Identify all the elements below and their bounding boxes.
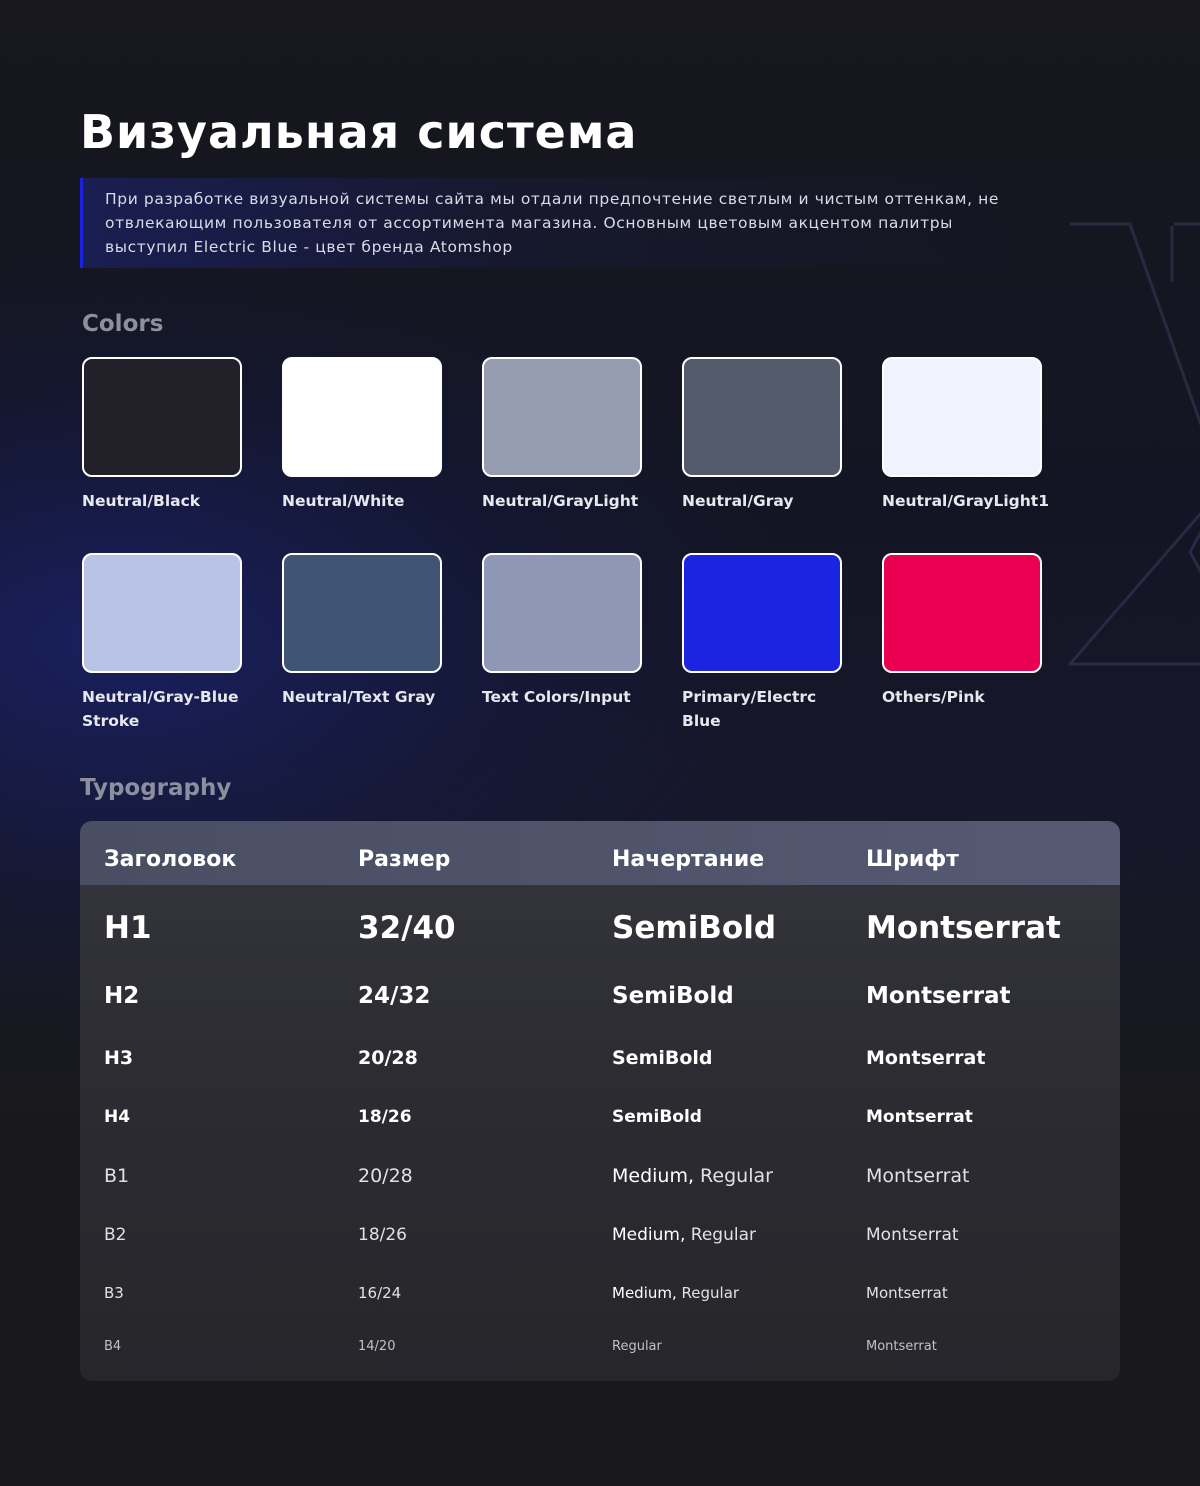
row-weight bbox=[612, 1165, 773, 1187]
color-label: Neutral/GrayLight bbox=[482, 492, 639, 510]
row-font: Montserrat bbox=[866, 1165, 970, 1187]
weight-extra: Regular bbox=[676, 1284, 740, 1302]
row-font: Montserrat bbox=[866, 1284, 948, 1302]
typography-table bbox=[80, 821, 1120, 1381]
weight-main: SemiBold bbox=[612, 910, 777, 946]
weight-extra: Regular bbox=[685, 1225, 756, 1245]
row-weight bbox=[612, 910, 776, 946]
page-title: Визуальная система bbox=[80, 105, 638, 159]
row-font: Montserrat bbox=[866, 1225, 959, 1245]
color-chip bbox=[282, 357, 442, 477]
intro-text: При разработке визуальной системы сайта мы отдали предпочтение светлым и чистым оттенкам, не отвлекающим пользователя от ассортимента магазина. Основным цветовым акцентом палитры выступил Electric Blue - цвет бренда Atomshop bbox=[80, 178, 1060, 268]
row-font: Montserrat bbox=[866, 1339, 937, 1354]
weight-extra: Regular bbox=[694, 1165, 773, 1187]
column-header: Размер bbox=[358, 847, 451, 872]
row-font: Montserrat bbox=[866, 983, 1011, 1009]
row-size: 16/24 bbox=[358, 1284, 402, 1302]
weight-main: SemiBold bbox=[612, 983, 734, 1009]
column-header: Шрифт bbox=[866, 847, 959, 872]
color-swatch-neutral-white bbox=[282, 357, 452, 513]
color-label: Neutral/Gray-Blue Stroke bbox=[82, 688, 239, 730]
weight-main: Medium, bbox=[612, 1284, 677, 1302]
color-swatch-neutral-graylight bbox=[482, 357, 652, 513]
weight-main: SemiBold bbox=[612, 1047, 713, 1069]
weight-main: Medium, bbox=[612, 1225, 686, 1245]
weight-main: Medium, bbox=[612, 1165, 695, 1187]
color-chip bbox=[482, 553, 642, 673]
row-font: Montserrat bbox=[866, 910, 1061, 946]
color-swatch-text-gray bbox=[282, 553, 452, 709]
row-weight bbox=[612, 1107, 702, 1127]
color-chip bbox=[482, 357, 642, 477]
row-size: 20/28 bbox=[358, 1165, 413, 1187]
color-label: Primary/Electrc Blue bbox=[682, 688, 817, 730]
brand-logo-outline bbox=[1068, 222, 1200, 666]
row-weight bbox=[612, 1339, 662, 1354]
colors-heading: Colors bbox=[82, 311, 164, 337]
color-swatch-neutral-graylight1 bbox=[882, 357, 1052, 513]
color-label: Text Colors/Input bbox=[482, 688, 631, 706]
color-label: Neutral/White bbox=[282, 492, 405, 510]
color-label: Neutral/Black bbox=[82, 492, 201, 510]
color-label: Others/Pink bbox=[882, 688, 985, 706]
row-size: 32/40 bbox=[358, 910, 456, 946]
color-chip bbox=[282, 553, 442, 673]
color-chip bbox=[682, 553, 842, 673]
row-style-name: H4 bbox=[104, 1107, 131, 1127]
color-label: Neutral/GrayLight1 bbox=[882, 492, 1049, 510]
color-chip bbox=[682, 357, 842, 477]
color-label: Neutral/Text Gray bbox=[282, 688, 436, 706]
color-chip bbox=[82, 553, 242, 673]
row-size: 24/32 bbox=[358, 983, 431, 1009]
row-size: 14/20 bbox=[358, 1339, 396, 1354]
color-swatch-text-input bbox=[482, 553, 652, 709]
row-font: Montserrat bbox=[866, 1047, 986, 1069]
row-font: Montserrat bbox=[866, 1107, 973, 1127]
color-swatch-gray-blue-stroke bbox=[82, 553, 252, 733]
color-chip bbox=[882, 553, 1042, 673]
row-style-name: H2 bbox=[104, 983, 140, 1009]
color-swatch-neutral-black bbox=[82, 357, 252, 513]
row-weight bbox=[612, 1047, 713, 1069]
color-chip bbox=[82, 357, 242, 477]
row-style-name: H3 bbox=[104, 1047, 134, 1069]
weight-extra: Regular bbox=[612, 1339, 662, 1354]
row-weight bbox=[612, 983, 734, 1009]
color-swatch-neutral-gray bbox=[682, 357, 852, 513]
table-header bbox=[80, 821, 1120, 885]
weight-main: SemiBold bbox=[612, 1107, 702, 1127]
row-size: 18/26 bbox=[358, 1225, 407, 1245]
color-swatch-electric-blue bbox=[682, 553, 852, 733]
color-label: Neutral/Gray bbox=[682, 492, 794, 510]
row-style-name: H1 bbox=[104, 910, 152, 946]
color-chip bbox=[882, 357, 1042, 477]
row-size: 18/26 bbox=[358, 1107, 412, 1127]
column-header: Начертание bbox=[612, 847, 765, 872]
row-style-name: B2 bbox=[104, 1225, 127, 1245]
row-weight bbox=[612, 1225, 756, 1245]
row-size: 20/28 bbox=[358, 1047, 418, 1069]
row-weight bbox=[612, 1284, 739, 1302]
row-style-name: B3 bbox=[104, 1284, 124, 1302]
color-swatch-pink bbox=[882, 553, 1052, 709]
typography-heading: Typography bbox=[80, 775, 232, 801]
row-style-name: B1 bbox=[104, 1165, 130, 1187]
column-header: Заголовок bbox=[104, 847, 237, 872]
row-style-name: B4 bbox=[104, 1339, 122, 1354]
